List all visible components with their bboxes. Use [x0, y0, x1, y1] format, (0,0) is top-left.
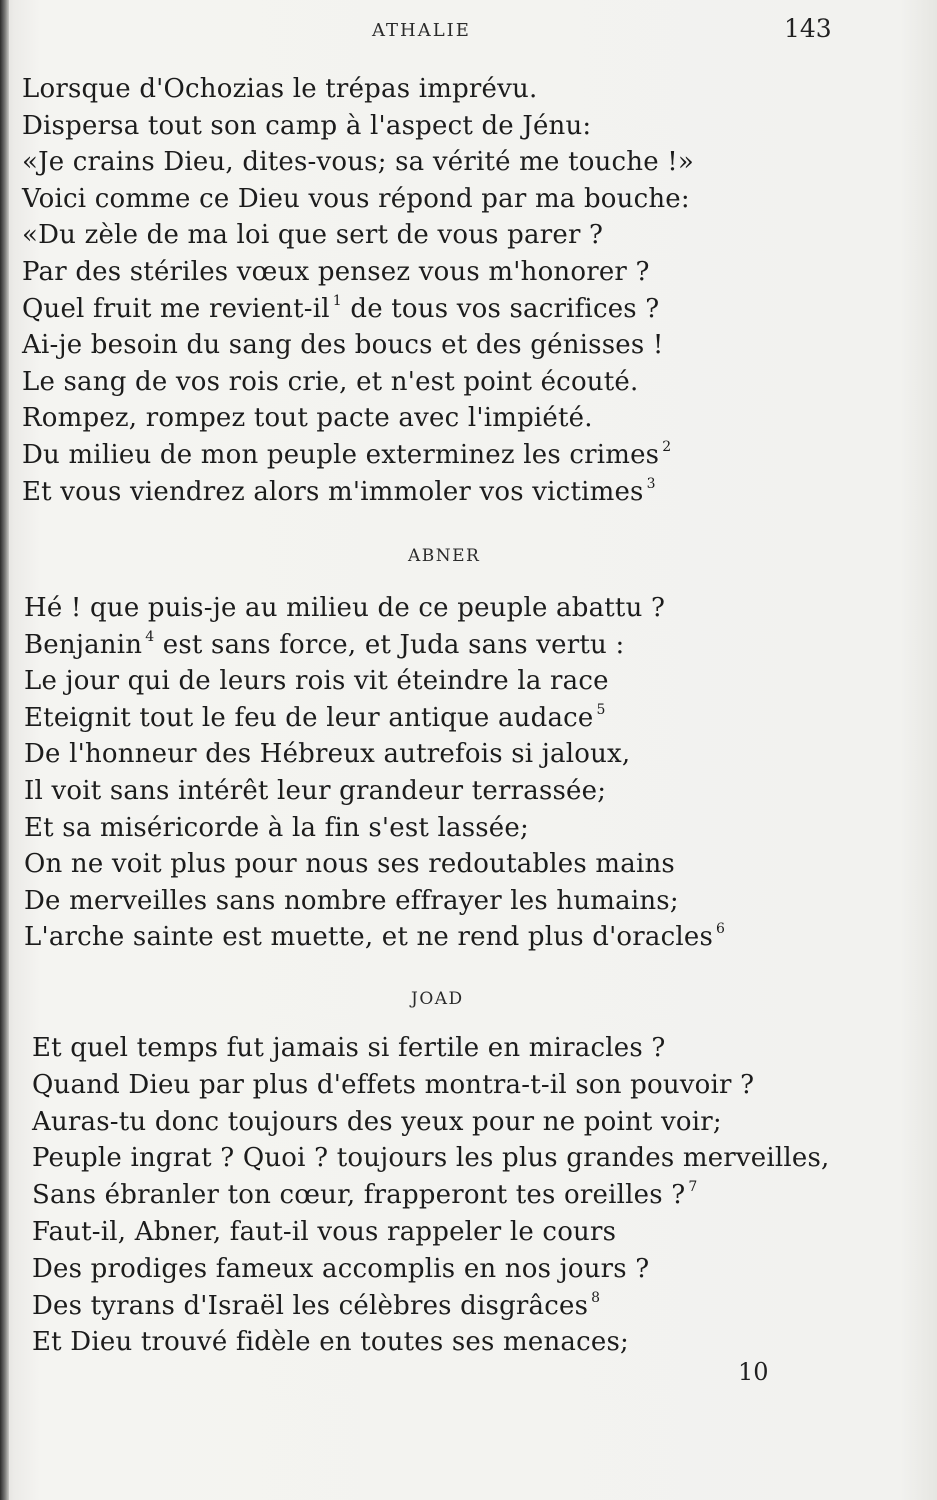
verse-line — [24, 773, 725, 810]
verse-text: Lorsque d'Ochozias le trépas imprévu. — [22, 74, 538, 104]
footnote-marker: 4 — [145, 628, 155, 645]
verse-text-continued: est sans force, et Juda sans vertu : — [154, 629, 625, 660]
verse-line — [32, 1288, 830, 1325]
verse-text: Auras-tu donc toujours des yeux pour ne point voir; — [32, 1106, 722, 1137]
verse-text: On ne voit plus pour nous ses redoutables mains — [24, 849, 675, 880]
verse-text: Quand Dieu par plus d'effets montra-t-il son pouvoir ? — [32, 1069, 755, 1100]
footnote-marker: 2 — [662, 438, 672, 455]
verse-line — [32, 1140, 830, 1177]
signature-mark: 10 — [738, 1358, 769, 1386]
page-number: 143 — [784, 14, 832, 43]
page-binding-edge — [0, 0, 9, 1500]
verse-line — [22, 474, 694, 511]
verse-line — [22, 400, 694, 437]
speaker-name-abner: ABNER — [408, 546, 481, 566]
verse-block-abner — [24, 590, 725, 956]
verse-text: Faut-il, Abner, faut-il vous rappeler le cours — [32, 1216, 617, 1247]
verse-text: Sans ébranler ton cœur, frapperont tes oreilles ? — [32, 1180, 686, 1211]
verse-line — [22, 144, 694, 181]
verse-text: Le sang de vos rois crie, et n'est point écouté. — [22, 366, 639, 397]
verse-line — [24, 627, 725, 664]
verse-block-joad — [32, 1030, 830, 1361]
verse-line — [24, 883, 725, 920]
verse-text: Et vous viendrez alors m'immoler vos victimes — [22, 476, 644, 507]
verse-line — [32, 1214, 830, 1251]
verse-line — [22, 364, 694, 401]
verse-text: Voici comme ce Dieu vous répond par ma bouche: — [22, 183, 690, 214]
verse-text: Benjanin — [24, 629, 143, 660]
verse-line — [32, 1177, 830, 1214]
footnote-marker: 8 — [591, 1289, 601, 1306]
footnote-marker: 6 — [716, 921, 726, 938]
verse-line — [22, 254, 694, 291]
verse-text: Rompez, rompez tout pacte avec l'impiété. — [22, 403, 593, 434]
verse-line — [22, 71, 694, 108]
verse-text: Du milieu de mon peuple exterminez les crimes — [22, 439, 660, 470]
verse-line — [32, 1030, 830, 1067]
verse-text: Dispersa tout son camp à l'aspect de Jénu: — [22, 110, 592, 141]
verse-text: Le jour qui de leurs rois vit éteindre la race — [24, 666, 609, 697]
verse-line — [24, 700, 725, 737]
verse-text: Ai-je besoin du sang des boucs et des génisses ! — [22, 330, 664, 361]
verse-line — [24, 846, 725, 883]
verse-line — [24, 810, 725, 847]
verse-line — [24, 919, 725, 956]
verse-text: «Du zèle de ma loi que sert de vous parer ? — [22, 220, 604, 251]
verse-line — [22, 108, 694, 145]
verse-line — [22, 217, 694, 254]
verse-block-1 — [22, 71, 694, 510]
footnote-marker: 7 — [688, 1179, 698, 1196]
footnote-marker: 3 — [646, 475, 656, 492]
verse-text: Des prodiges fameux accomplis en nos jours ? — [32, 1253, 650, 1284]
verse-text: Et quel temps fut jamais si fertile en miracles ? — [32, 1033, 666, 1063]
footnote-marker: 1 — [332, 292, 342, 309]
footnote-marker: 5 — [596, 701, 606, 718]
verse-line — [22, 437, 694, 474]
verse-line — [22, 181, 694, 218]
verse-text: Et Dieu trouvé fidèle en toutes ses menaces; — [32, 1327, 629, 1358]
verse-text-continued: de tous vos sacrifices ? — [341, 293, 660, 324]
verse-text: De l'honneur des Hébreux autrefois si jaloux, — [24, 739, 631, 770]
verse-line — [32, 1067, 830, 1104]
verse-text: Hé ! que puis-je au milieu de ce peuple abattu ? — [24, 593, 666, 623]
verse-line — [24, 663, 725, 700]
verse-line — [22, 327, 694, 364]
verse-line — [32, 1324, 830, 1361]
verse-line — [24, 590, 725, 627]
verse-text: Eteignit tout le feu de leur antique audace — [24, 702, 594, 733]
verse-text: Par des stériles vœux pensez vous m'honorer ? — [22, 256, 650, 287]
verse-text: «Je crains Dieu, dites-vous; sa vérité me touche !» — [22, 147, 695, 178]
verse-line — [32, 1251, 830, 1288]
verse-text: Quel fruit me revient-il — [22, 293, 330, 324]
verse-line — [22, 291, 694, 328]
verse-text: L'arche sainte est muette, et ne rend plus d'oracles — [24, 922, 714, 953]
speaker-name-joad: JOAD — [411, 989, 464, 1009]
running-head: ATHALIE — [372, 20, 471, 41]
verse-text: Des tyrans d'Israël les célèbres disgrâces — [32, 1290, 589, 1321]
verse-text: Et sa miséricorde à la fin s'est lassée; — [24, 812, 529, 843]
verse-line — [24, 736, 725, 773]
verse-line — [32, 1104, 830, 1141]
verse-text: Peuple ingrat ? Quoi ? toujours les plus grandes merveilles, — [32, 1143, 830, 1174]
verse-text: Il voit sans intérêt leur grandeur terrassée; — [24, 775, 607, 806]
verse-text: De merveilles sans nombre effrayer les humains; — [24, 885, 679, 916]
